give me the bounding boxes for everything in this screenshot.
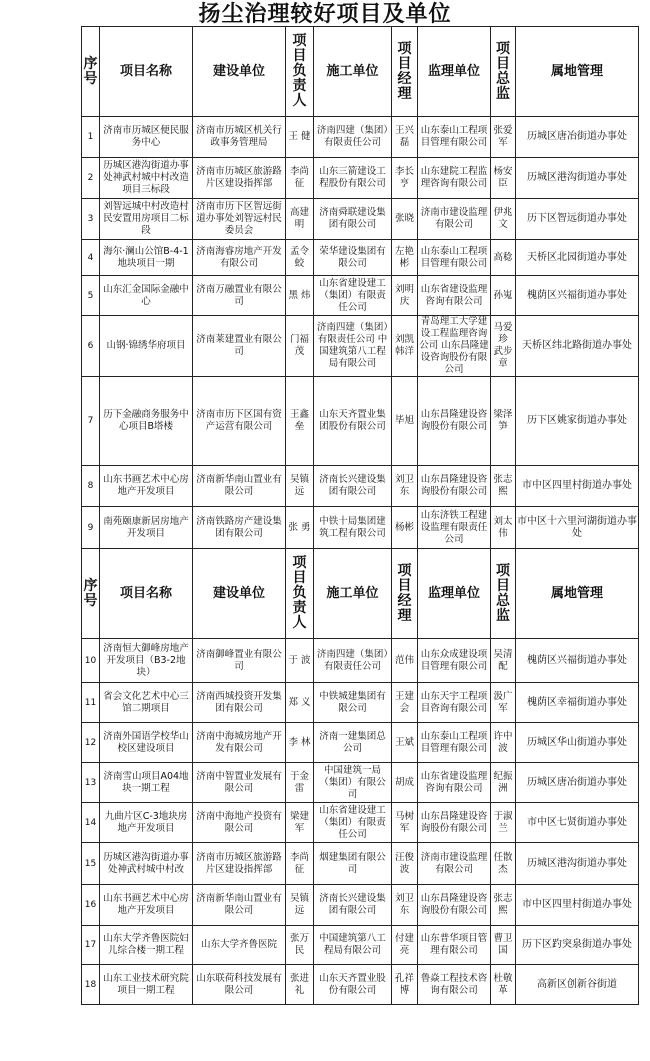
- col-project-lead-cell: 李尚征: [286, 158, 314, 199]
- table-row: [82, 316, 639, 377]
- col-local-authority-cell: 历城区港沟街道办事处: [516, 158, 639, 199]
- col-chief-supervisor-cell: 曹卫国: [491, 926, 516, 965]
- table-row: [82, 723, 639, 763]
- col-builder-cell: 济南海睿房地产开发有限公司: [193, 240, 286, 276]
- col-seq-cell: 10: [82, 639, 100, 683]
- col-project-lead-cell: 黑 炜: [286, 276, 314, 316]
- col-supervisor-cell: 山东昌隆建设咨询股份有限公司: [418, 466, 491, 507]
- col-project-lead-cell: 孟令蛟: [286, 240, 314, 276]
- col-project-manager-header: 项目经理: [392, 27, 418, 117]
- col-project-manager-cell: 刘明庆: [392, 276, 418, 316]
- col-project-name-cell: 济南雪山项目A04地块一期工程: [100, 763, 193, 803]
- col-project-manager-header: 项目经理: [392, 549, 418, 639]
- col-chief-supervisor-cell: 张志熙: [491, 466, 516, 507]
- col-seq-cell: 6: [82, 316, 100, 377]
- col-supervisor-cell: 山东省建设监理咨询有限公司: [418, 276, 491, 316]
- col-contractor-cell: 济南长兴建设集团有限公司: [314, 466, 392, 507]
- col-contractor-header: 施工单位: [314, 549, 392, 639]
- col-project-manager-cell: 左艳彬: [392, 240, 418, 276]
- table-row: [82, 199, 639, 240]
- col-seq-cell: 13: [82, 763, 100, 803]
- col-project-manager-cell: 王兴磊: [392, 117, 418, 158]
- col-project-manager-cell: 汪俊波: [392, 843, 418, 885]
- col-project-manager-cell: 孔祥博: [392, 965, 418, 1005]
- col-contractor-header: 施工单位: [314, 27, 392, 117]
- col-builder-cell: 山东大学齐鲁医院: [193, 926, 286, 965]
- col-project-lead-header: 项目负责人: [286, 549, 314, 639]
- col-builder-cell: 济南中智置业发展有限公司: [193, 763, 286, 803]
- col-contractor-cell: 中国建筑一局（集团）有限公司: [314, 763, 392, 803]
- col-project-name-cell: 山东书画艺术中心房地产开发项目: [100, 466, 193, 507]
- col-project-manager-cell: 范伟: [392, 639, 418, 683]
- col-builder-cell: 济南万融置业有限公司: [193, 276, 286, 316]
- col-local-authority-cell: 历下区姚家街道办事处: [516, 377, 639, 466]
- col-project-lead-cell: 于 波: [286, 639, 314, 683]
- col-project-name-cell: 济南外国语学校华山校区建设项目: [100, 723, 193, 763]
- page-title: 扬尘治理较好项目及单位: [198, 2, 452, 27]
- col-seq-header: 序号: [82, 27, 100, 117]
- table-row: [82, 117, 639, 158]
- col-project-manager-cell: 付建亮: [392, 926, 418, 965]
- col-local-authority-cell: 历下区趵突泉街道办事处: [516, 926, 639, 965]
- col-project-lead-cell: 张 勇: [286, 507, 314, 549]
- col-contractor-cell: 济南舜联建设集团有限公司: [314, 199, 392, 240]
- col-project-name-header: 项目名称: [100, 549, 193, 639]
- col-seq-cell: 16: [82, 885, 100, 926]
- col-project-name-cell: 济南恒大御峰房地产开发项目（B3-2地块）: [100, 639, 193, 683]
- col-project-lead-cell: 郑 义: [286, 683, 314, 723]
- col-seq-cell: 9: [82, 507, 100, 549]
- col-project-lead-cell: 李 林: [286, 723, 314, 763]
- col-seq-cell: 11: [82, 683, 100, 723]
- table-row: [82, 507, 639, 549]
- col-project-manager-cell: 刘凯 韩洋: [392, 316, 418, 377]
- col-local-authority-cell: 槐荫区兴福街道办事处: [516, 639, 639, 683]
- col-project-lead-cell: 梁建军: [286, 803, 314, 843]
- col-builder-cell: 济南市历城区机关行政事务管理局: [193, 117, 286, 158]
- col-project-lead-cell: 于金雷: [286, 763, 314, 803]
- col-project-name-cell: 历城区港沟街道办事处神武村城中村改: [100, 843, 193, 885]
- col-seq-cell: 5: [82, 276, 100, 316]
- col-chief-supervisor-cell: 伊兆文: [491, 199, 516, 240]
- col-project-manager-cell: 王建会: [392, 683, 418, 723]
- table-row: [82, 965, 639, 1005]
- col-project-name-cell: 山钢·锦绣华府项目: [100, 316, 193, 377]
- col-project-manager-cell: 刘卫东: [392, 885, 418, 926]
- col-project-manager-cell: 杨彬: [392, 507, 418, 549]
- col-seq-cell: 12: [82, 723, 100, 763]
- table-row: [82, 926, 639, 965]
- col-supervisor-cell: 山东建院工程监理咨询有限公司: [418, 158, 491, 199]
- table-row: [82, 763, 639, 803]
- col-seq-cell: 4: [82, 240, 100, 276]
- col-local-authority-cell: 市中区四里村街道办事处: [516, 466, 639, 507]
- col-builder-cell: 济南新华南山置业有限公司: [193, 885, 286, 926]
- col-chief-supervisor-header: 项目总监: [491, 27, 516, 117]
- col-project-name-cell: 海尔·澜山公馆B-4-1地块项目一期: [100, 240, 193, 276]
- col-local-authority-header: 属地管理: [516, 549, 639, 639]
- col-supervisor-cell: 山东昌隆建设咨询股份有限公司: [418, 803, 491, 843]
- col-supervisor-cell: 山东天宇工程项目咨询有限公司: [418, 683, 491, 723]
- col-contractor-cell: 中铁十局集团建筑工程有限公司: [314, 507, 392, 549]
- col-project-lead-header: 项目负责人: [286, 27, 314, 117]
- col-project-lead-cell: 王鑫垒: [286, 377, 314, 466]
- col-project-lead-cell: 吴镇远: [286, 466, 314, 507]
- col-seq-cell: 8: [82, 466, 100, 507]
- col-project-name-cell: 山东大学齐鲁医院妇儿综合楼一期工程: [100, 926, 193, 965]
- header-row: [82, 549, 639, 639]
- col-project-name-cell: 历下金融商务服务中心项目B塔楼: [100, 377, 193, 466]
- col-project-name-cell: 山东工业技术研究院项目一期工程: [100, 965, 193, 1005]
- col-chief-supervisor-cell: 马爱珍 武步章: [491, 316, 516, 377]
- col-chief-supervisor-header: 项目总监: [491, 549, 516, 639]
- col-chief-supervisor-cell: 纪振洲: [491, 763, 516, 803]
- col-seq-cell: 17: [82, 926, 100, 965]
- col-project-lead-cell: 门福茂: [286, 316, 314, 377]
- col-builder-header: 建设单位: [193, 27, 286, 117]
- projects-table: [81, 26, 639, 1005]
- col-project-name-cell: 山东汇金国际金融中心: [100, 276, 193, 316]
- col-local-authority-cell: 天桥区北园街道办事处: [516, 240, 639, 276]
- col-seq-cell: 2: [82, 158, 100, 199]
- col-project-lead-cell: 高建明: [286, 199, 314, 240]
- col-chief-supervisor-cell: 孙嵬: [491, 276, 516, 316]
- col-local-authority-cell: 高新区创新谷街道: [516, 965, 639, 1005]
- col-supervisor-cell: 山东泰山工程项目管理有限公司: [418, 240, 491, 276]
- col-local-authority-cell: 历城区唐冶街道办事处: [516, 117, 639, 158]
- col-builder-cell: 济南市历城区旅游路片区建设指挥部: [193, 158, 286, 199]
- col-chief-supervisor-cell: 许中波: [491, 723, 516, 763]
- col-local-authority-cell: 历城区华山街道办事处: [516, 723, 639, 763]
- col-builder-cell: 济南市历下区智远街道办事处刘智远村民委员会: [193, 199, 286, 240]
- col-builder-cell: 济南铁路房产建设集团有限公司: [193, 507, 286, 549]
- col-supervisor-cell: 山东泰山工程项目管理有限公司: [418, 723, 491, 763]
- col-builder-cell: 济南中海地产投资有限公司: [193, 803, 286, 843]
- col-project-name-cell: 九曲片区C-3地块房地产开发项目: [100, 803, 193, 843]
- col-chief-supervisor-cell: 高稔: [491, 240, 516, 276]
- col-local-authority-cell: 槐荫区幸福街道办事处: [516, 683, 639, 723]
- col-seq-cell: 1: [82, 117, 100, 158]
- col-seq-cell: 15: [82, 843, 100, 885]
- col-chief-supervisor-cell: 刘太伟: [491, 507, 516, 549]
- col-project-manager-cell: 马树军: [392, 803, 418, 843]
- col-project-manager-cell: 王斌: [392, 723, 418, 763]
- col-supervisor-cell: 鲁焱工程技术咨询有限公司: [418, 965, 491, 1005]
- col-project-manager-cell: 刘卫东: [392, 466, 418, 507]
- col-contractor-cell: 荣华建设集团有限公司: [314, 240, 392, 276]
- col-builder-cell: 济南莱建置业有限公司: [193, 316, 286, 377]
- col-chief-supervisor-cell: 杜敬革: [491, 965, 516, 1005]
- table-row: [82, 466, 639, 507]
- table-row: [82, 377, 639, 466]
- table-row: [82, 639, 639, 683]
- col-local-authority-cell: 市中区七贤街道办事处: [516, 803, 639, 843]
- col-project-name-cell: 山东书画艺术中心房地产开发项目: [100, 885, 193, 926]
- col-builder-cell: 济南新华南山置业有限公司: [193, 466, 286, 507]
- col-project-lead-cell: 张进礼: [286, 965, 314, 1005]
- col-builder-cell: 济南市历城区旅游路片区建设指挥部: [193, 843, 286, 885]
- col-builder-cell: 山东联荷科技发展有限公司: [193, 965, 286, 1005]
- col-builder-cell: 济南中海城房地产开发有限公司: [193, 723, 286, 763]
- col-project-manager-cell: 李长亨: [392, 158, 418, 199]
- col-project-name-cell: 历城区港沟街道办事处神武村城中村改造项目三标段: [100, 158, 193, 199]
- col-contractor-cell: 山东省建设建工（集团）有限责任公司: [314, 276, 392, 316]
- col-local-authority-header: 属地管理: [516, 27, 639, 117]
- col-chief-supervisor-cell: 梁泽笋: [491, 377, 516, 466]
- col-local-authority-cell: 槐荫区兴福街道办事处: [516, 276, 639, 316]
- col-contractor-cell: 烟建集团有限公司: [314, 843, 392, 885]
- col-seq-cell: 18: [82, 965, 100, 1005]
- col-chief-supervisor-cell: 汲广军: [491, 683, 516, 723]
- table-row: [82, 803, 639, 843]
- col-seq-cell: 14: [82, 803, 100, 843]
- col-builder-cell: 济南御峰置业有限公司: [193, 639, 286, 683]
- col-project-lead-cell: 王 健: [286, 117, 314, 158]
- col-builder-header: 建设单位: [193, 549, 286, 639]
- col-project-name-header: 项目名称: [100, 27, 193, 117]
- col-contractor-cell: 济南长兴建设集团有限公司: [314, 885, 392, 926]
- col-local-authority-cell: 历城区港沟街道办事处: [516, 843, 639, 885]
- col-project-lead-cell: 吴镇远: [286, 885, 314, 926]
- col-local-authority-cell: 天桥区纬北路街道办事处: [516, 316, 639, 377]
- col-contractor-cell: 山东三箭建设工程股份有限公司: [314, 158, 392, 199]
- col-seq-cell: 7: [82, 377, 100, 466]
- col-seq-header: 序号: [82, 549, 100, 639]
- table-row: [82, 885, 639, 926]
- col-supervisor-cell: 山东泰山工程项目管理有限公司: [418, 117, 491, 158]
- col-contractor-cell: 山东省建设建工（集团）有限责任公司: [314, 803, 392, 843]
- col-local-authority-cell: 市中区四里村街道办事处: [516, 885, 639, 926]
- header-row: [82, 27, 639, 117]
- col-contractor-cell: 济南一建集团总公司: [314, 723, 392, 763]
- table-row: [82, 276, 639, 316]
- col-project-name-cell: 省会文化艺术中心三馆二期项目: [100, 683, 193, 723]
- col-project-manager-cell: 张晓: [392, 199, 418, 240]
- col-supervisor-cell: 山东普华项目管理有限公司: [418, 926, 491, 965]
- col-supervisor-header: 监理单位: [418, 27, 491, 117]
- table-row: [82, 158, 639, 199]
- col-builder-cell: 济南西城投资开发集团有限公司: [193, 683, 286, 723]
- col-contractor-cell: 济南四建（集团）有限责任公司: [314, 639, 392, 683]
- col-contractor-cell: 山东天齐置业集团股份有限公司: [314, 377, 392, 466]
- col-supervisor-cell: 山东昌隆建设咨询股份有限公司: [418, 885, 491, 926]
- col-project-manager-cell: 毕旭: [392, 377, 418, 466]
- col-chief-supervisor-cell: 杨安臣: [491, 158, 516, 199]
- col-chief-supervisor-cell: 任散杰: [491, 843, 516, 885]
- col-chief-supervisor-cell: 于淑兰: [491, 803, 516, 843]
- col-contractor-cell: 中铁城建集团有限公司: [314, 683, 392, 723]
- col-contractor-cell: 济南四建（集团）有限责任公司: [314, 117, 392, 158]
- col-supervisor-cell: 济南市建设监理有限公司: [418, 199, 491, 240]
- table-row: [82, 683, 639, 723]
- col-seq-cell: 3: [82, 199, 100, 240]
- col-project-lead-cell: 李尚征: [286, 843, 314, 885]
- col-builder-cell: 济南市历下区国有资产运营有限公司: [193, 377, 286, 466]
- col-project-name-cell: 刘智远城中村改造村民安置用房项目二标段: [100, 199, 193, 240]
- col-supervisor-cell: 青岛理工大学建设工程监理咨询公司 山东昌隆建设咨询股份有限公司: [419, 316, 489, 375]
- table-row: [82, 240, 639, 276]
- col-contractor-cell: 山东天齐置业股份有限公司: [314, 965, 392, 1005]
- col-supervisor-cell: 山东昌隆建设咨询股份有限公司: [418, 377, 491, 466]
- col-supervisor-cell: 济南市建设监理有限公司: [418, 843, 491, 885]
- col-chief-supervisor-cell: 张爱军: [491, 117, 516, 158]
- col-local-authority-cell: 市中区十六里河湖街道办事处: [516, 507, 639, 549]
- col-supervisor-header: 监理单位: [418, 549, 491, 639]
- table-row: [82, 843, 639, 885]
- col-project-name-cell: 济南市历城区便民服务中心: [100, 117, 193, 158]
- col-project-lead-cell: 张万民: [286, 926, 314, 965]
- col-local-authority-cell: 历下区智远街道办事处: [516, 199, 639, 240]
- col-project-name-cell: 南苑颐康新居房地产开发项目: [100, 507, 193, 549]
- col-local-authority-cell: 历城区唐冶街道办事处: [516, 763, 639, 803]
- col-chief-supervisor-cell: 张志熙: [491, 885, 516, 926]
- col-supervisor-cell: 山东济铁工程建设监理有限责任公司: [418, 507, 491, 549]
- col-supervisor-cell: 山东众成建设项目管理有限公司: [418, 639, 491, 683]
- col-contractor-cell: 中国建筑第八工程局有限公司: [314, 926, 392, 965]
- col-supervisor-cell: 山东省建设监理咨询有限公司: [418, 763, 491, 803]
- col-chief-supervisor-cell: 吴清配: [491, 639, 516, 683]
- col-project-manager-cell: 胡成: [392, 763, 418, 803]
- col-contractor-cell: 济南四建（集团）有限责任公司 中国建筑第八工程局有限公司: [314, 316, 392, 377]
